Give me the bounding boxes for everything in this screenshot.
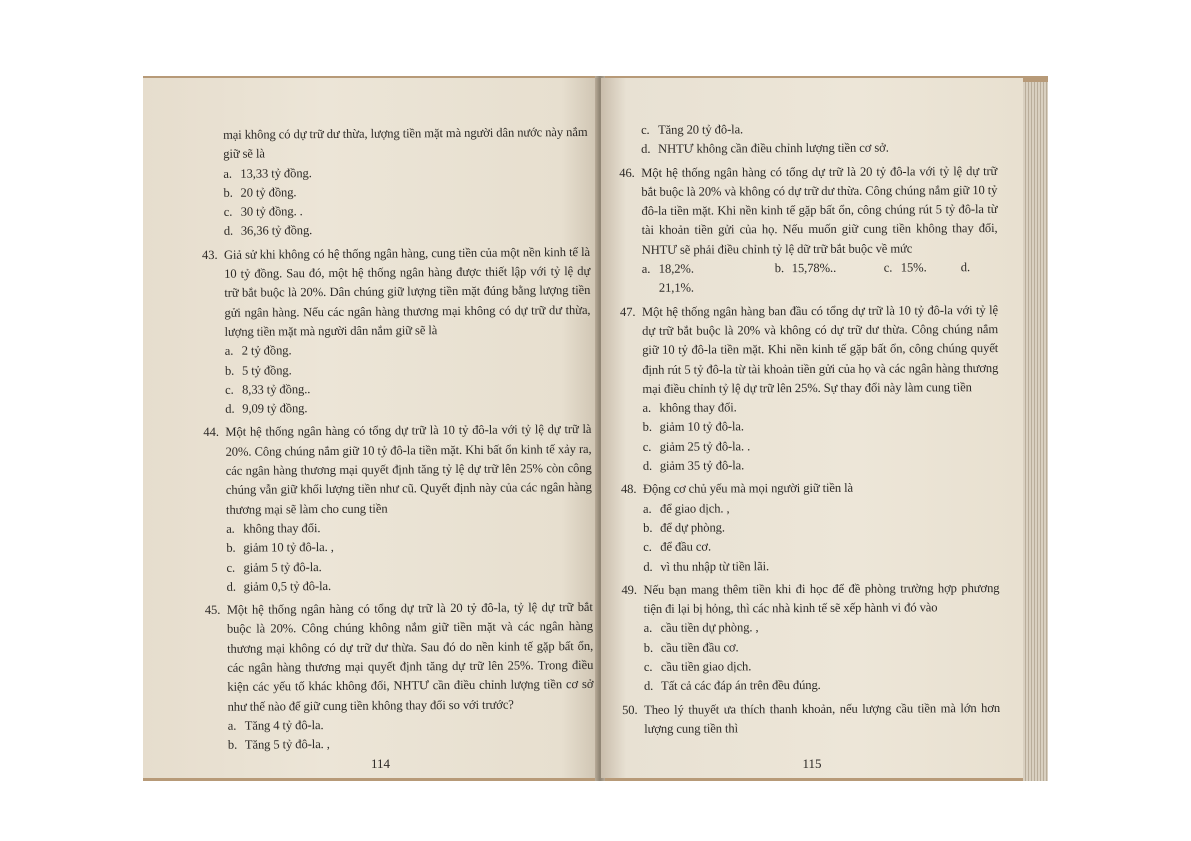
question-49 <box>621 579 1000 697</box>
question-stem: 43. Giả sử khi không có hệ thống ngân hàng, cung tiền của một nền kinh tế là 10 tỷ đồng. Sau đó, một hệ thống ngân hàng được thiết lập với tỷ lệ dự trữ bắt buộc là 20%. Dân chúng giữ lượng tiền mặt đúng bằng lượng tiền gửi ngân hàng. Nếu các ngân hàng thương mại không có dự trữ dư thừa, lượng tiền mặt mà người dân nắm giữ sẽ là <box>201 244 591 339</box>
page-number: 115 <box>802 756 822 771</box>
answer-option: a. để giao dịch. , <box>642 501 730 516</box>
page-stack-edge <box>1023 82 1048 781</box>
answer-option-d-text: 21,1%. <box>658 280 695 296</box>
answer-option: a. 13,33 tỷ đồng. <box>223 165 312 181</box>
answer-option: c. 15%. <box>883 260 927 275</box>
answer-option: c. cầu tiền giao dịch. <box>643 659 752 674</box>
question-stem: 50. Theo lý thuyết ưa thích thanh khoản, nếu lượng cầu tiền mà lớn hơn lượng cung tiền thì <box>622 700 1001 736</box>
answer-option: c. 8,33 tỷ đồng.. <box>225 382 311 397</box>
question-50 <box>622 699 1000 740</box>
question-44 <box>203 420 592 597</box>
answer-option: a. không thay đổi. <box>226 521 321 536</box>
answer-option: d. 36,36 tỷ đồng. <box>223 223 313 239</box>
question-46 <box>619 162 998 299</box>
question-number: 50. <box>622 702 638 717</box>
question-stem: 49. Nếu bạn mang thêm tiền khi đi học để đề phòng trường hợp phương tiện đi lại bị hỏng, thì các nhà kinh tế sẽ xếp hành vi đó vào <box>621 580 1000 617</box>
answer-option: c. Tăng 20 tỷ đô-la. <box>641 122 744 137</box>
question-stem: 48. Động cơ chủ yếu mà mọi người giữ tiền là <box>621 478 999 499</box>
answer-option: c. giảm 5 tỷ đô-la. <box>226 559 322 575</box>
question-48 <box>621 478 1000 576</box>
answer-option: d. Tất cả các đáp án trên đều đúng. <box>643 678 821 694</box>
right-page-content <box>619 119 1000 743</box>
question-45 <box>205 598 594 755</box>
left-page <box>143 78 598 778</box>
question-stem: 47. Một hệ thống ngân hàng ban đầu có tổng dự trữ là 10 tỷ đô-la với tỷ lệ dự trữ bắt buộc là 20% và không có dự trữ dư thừa. Công chúng nắm giữ 10 tỷ đô-la tiền mặt. Khi nền kinh tế gặp bất ổn, công chúng quyết định rút 5 tỷ đô-la từ tài khoản tiền gửi của họ và các ngân hàng thương mại điều chỉnh tỷ lệ dự trữ lên 25%. Sự thay đổi này làm cung tiền <box>619 302 999 396</box>
answer-option: d. vì thu nhập từ tiền lãi. <box>643 558 770 574</box>
answer-option: d. <box>960 260 971 275</box>
answer-option: b. cầu tiền đầu cơ. <box>643 640 739 655</box>
answer-option: d. giảm 35 tỷ đô-la. <box>642 458 745 473</box>
question-stem: 46. Một hệ thống ngân hàng có tổng dự trữ là 20 tỷ đô-la với tỷ lệ dự trữ bắt buộc là 20% và không có dự trữ dư thừa. Công chúng nắm giữ 10 tỷ đô-la tiền mặt. Khi nền kinh tế gặp bất ổn, công chúng rút 5 tỷ đô-la từ tài khoản tiền gửi của họ. Nếu muốn giữ cung tiền không thay đổi, NHTƯ sẽ phải điều chỉnh tỷ lệ dữ trữ bắt buộc về mức <box>619 163 998 257</box>
answer-option: c. 30 tỷ đồng. . <box>223 204 303 220</box>
answer-option: d. giảm 0,5 tỷ đô-la. <box>226 578 332 594</box>
answer-option: d. 9,09 tỷ đồng. <box>225 401 308 416</box>
intro-line: mại không có dự trữ dư thừa, lượng tiền mặt mà người dân nước này nắm <box>223 124 588 142</box>
answer-option: b. 15,78%.. <box>774 260 837 276</box>
answer-option: a. 18,2%. <box>641 261 694 276</box>
page-number: 114 <box>370 756 391 771</box>
q45-continued-options <box>619 119 997 160</box>
answer-option: c. để đầu cơ. <box>643 539 712 555</box>
answer-option: d. NHTƯ không cần điều chỉnh lượng tiền cơ sở. <box>641 140 889 157</box>
answer-option: b. giảm 10 tỷ đô-la. <box>642 419 744 435</box>
answer-option: a. cầu tiền dự phòng. , <box>643 620 759 636</box>
question-43 <box>202 243 591 420</box>
left-page-content <box>201 123 594 760</box>
question-47 <box>620 301 999 477</box>
answer-option: b. Tăng 5 tỷ đô-la. , <box>227 737 330 753</box>
question-number: 49. <box>621 582 637 597</box>
question-number: 46. <box>619 165 635 180</box>
answer-option: b. 20 tỷ đồng. <box>223 185 297 200</box>
question-number: 48. <box>620 482 637 497</box>
question-stem: 44. Một hệ thống ngân hàng có tổng dự trữ là 10 tỷ đô-la với tỷ lệ dự trữ là 20%. Công chúng nắm giữ 10 tỷ đô-la tiền mặt. Khi bất ổn kinh tế xảy ra, các ngân hàng thương mại quyết định tăng tỷ lệ dự trữ lên 25% còn công chúng vẫn giữ khối lượng tiền như cũ. Quyết định này của các ngân hàng thương mại sẽ làm cho cung tiền <box>203 422 592 517</box>
question-number: 47. <box>619 304 636 319</box>
answer-option-row <box>620 258 998 279</box>
answer-option: a. 2 tỷ đồng. <box>224 343 292 359</box>
intro-line: giữ sẽ là <box>223 146 265 162</box>
answer-option: b. để dự phòng. <box>643 520 725 535</box>
intro-question-fragment <box>201 123 590 242</box>
answer-option: a. Tăng 4 tỷ đô-la. <box>227 717 324 733</box>
answer-option: a. không thay đổi. <box>642 400 737 416</box>
question-number: 43. <box>201 247 218 262</box>
right-page <box>601 78 1023 778</box>
question-number: 45. <box>204 602 221 618</box>
answer-option: c. giảm 25 tỷ đô-la. . <box>642 439 751 454</box>
question-number: 44. <box>203 425 219 440</box>
answer-option: b. giảm 10 tỷ đô-la. , <box>226 540 334 556</box>
answer-option: b. 5 tỷ đồng. <box>224 362 292 378</box>
book-photo <box>143 76 1048 781</box>
question-stem: 45. Một hệ thống ngân hàng có tổng dự trữ là 20 tỷ đô-la, tỷ lệ dự trữ bắt buộc là 20%. Công chúng không nắm giữ tiền mặt và các ngân hàng thương mại không có dự trữ dư thừa. Sau đó do nền kinh tế gặp bất ổn, các ngân hàng thương mại quyết định tăng dự trữ lên 25%. Trong điều kiện các yếu tố khác không đổi, NHTƯ cần điều chỉnh lượng tiền cơ sở như thế nào để giữ cung tiền không thay đổi so với trước? <box>204 600 594 714</box>
